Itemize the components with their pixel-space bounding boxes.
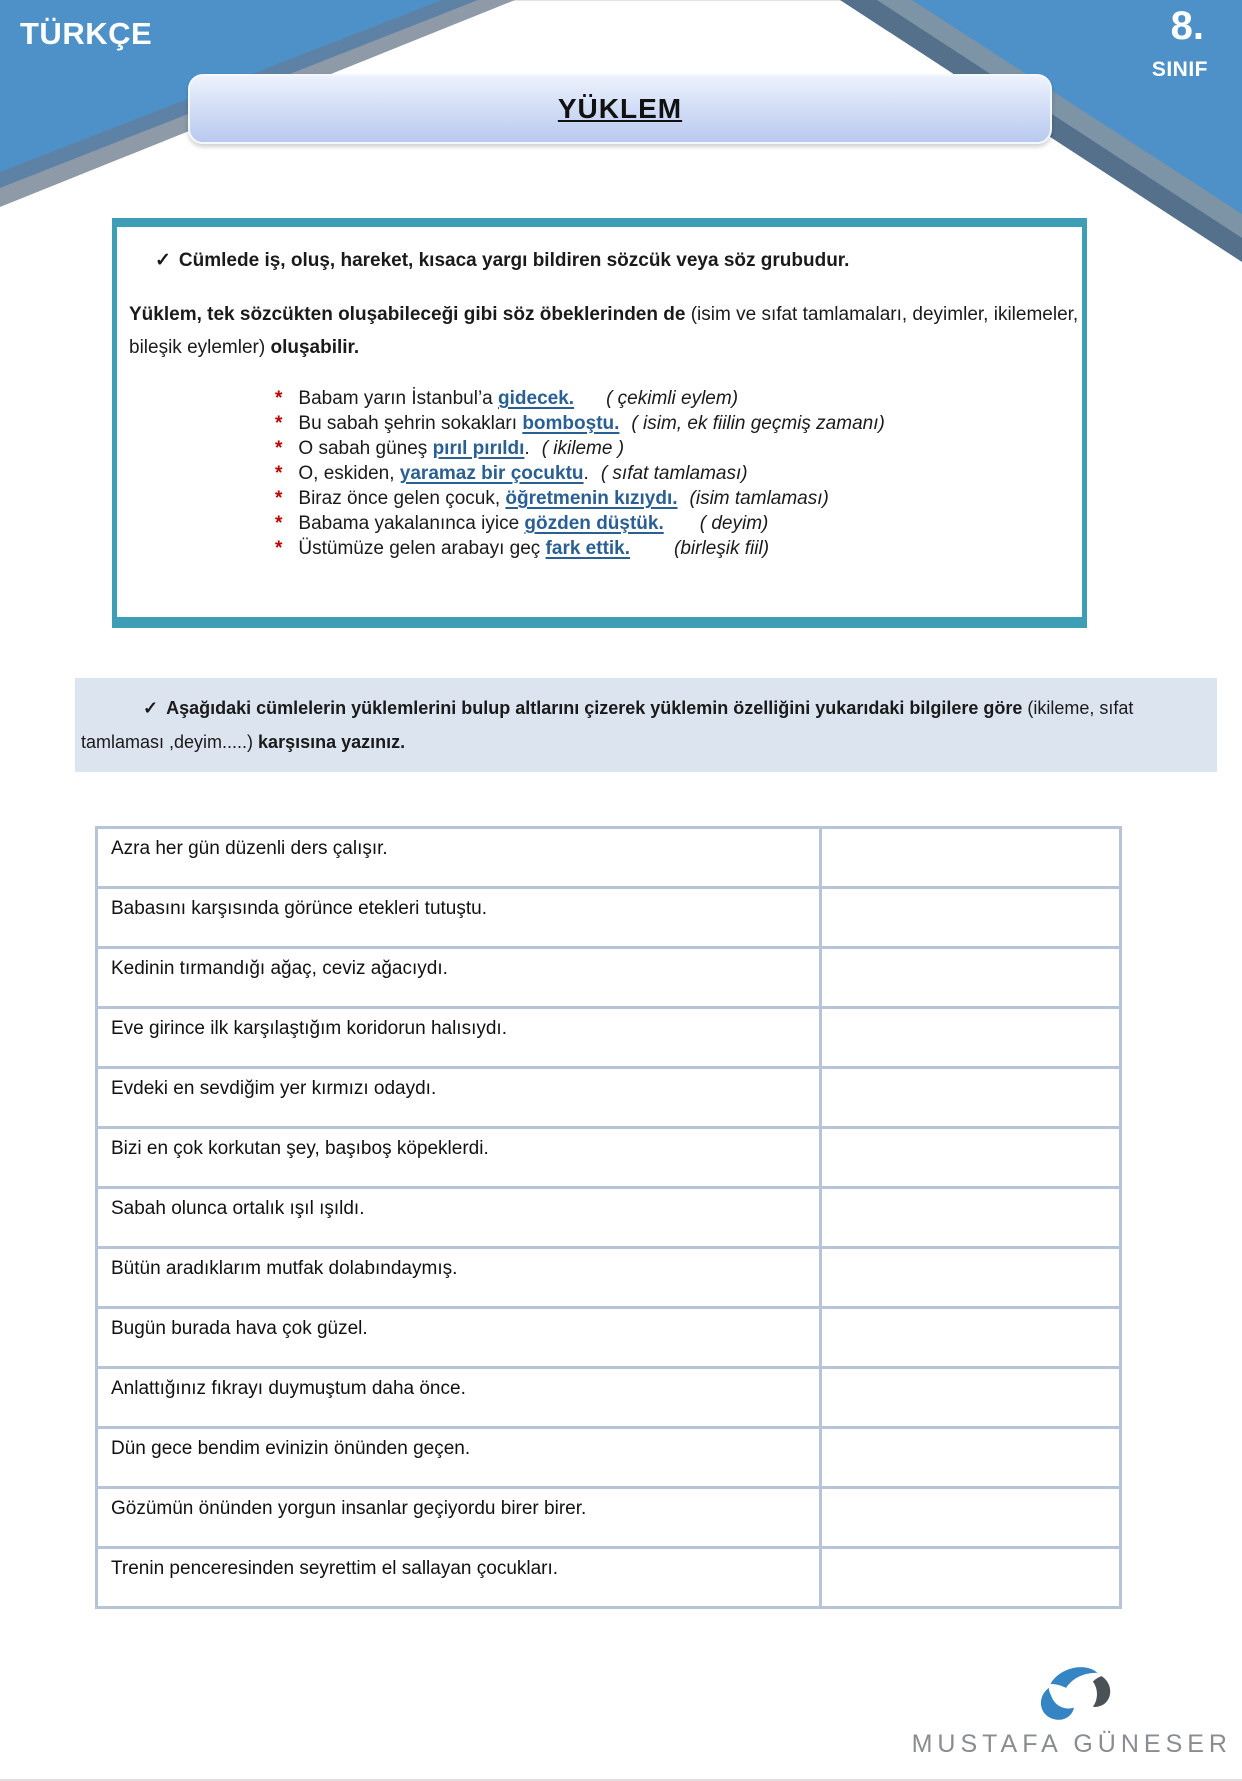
example-sentence: Biraz önce gelen çocuk, <box>298 488 506 509</box>
table-row <box>97 828 1121 888</box>
answer-cell[interactable] <box>821 1548 1121 1608</box>
example-item: * O, eskiden, yaramaz bir çocuktu. ( sıfat tamlaması) <box>275 463 748 484</box>
definition-text: Cümlede iş, oluş, hareket, kısaca yargı bildiren sözcük veya söz grubudur. <box>178 250 850 271</box>
instruction-banner <box>75 678 1217 772</box>
table-row <box>97 1548 1121 1608</box>
sentence-cell: Evdeki en sevdiğim yer kırmızı odaydı. <box>97 1068 821 1128</box>
title-banner <box>188 74 1052 144</box>
asterisk-marker: * <box>275 538 283 559</box>
table-row <box>97 1188 1121 1248</box>
answer-cell[interactable] <box>821 1128 1121 1188</box>
answer-cell[interactable] <box>821 1488 1121 1548</box>
example-item <box>275 411 1082 436</box>
table-row <box>97 888 1121 948</box>
sentence-cell: Sabah olunca ortalık ışıl ışıldı. <box>97 1188 821 1248</box>
example-sentence: O, eskiden, <box>298 463 400 484</box>
table-row <box>97 1008 1121 1068</box>
sentence-cell: Dün gece bendim evinizin önünden geçen. <box>97 1428 821 1488</box>
example-sentence: O sabah güneş <box>298 438 433 459</box>
sentence-cell: Gözümün önünden yorgun insanlar geçiyordu birer birer. <box>97 1488 821 1548</box>
example-list <box>275 386 1082 561</box>
answer-cell[interactable] <box>821 1428 1121 1488</box>
answer-cell[interactable] <box>821 948 1121 1008</box>
example-sentence: Üstümüze gelen arabayı geç <box>298 538 546 559</box>
predicate-underlined: öğretmenin kızıydı. <box>505 488 678 509</box>
table-row <box>97 1308 1121 1368</box>
answer-cell[interactable] <box>821 828 1121 888</box>
sentence-cell: Bugün burada hava çok güzel. <box>97 1308 821 1368</box>
predicate-underlined: fark ettik. <box>545 538 631 559</box>
instruction-bold-first: Aşağıdaki cümlelerin yüklemlerini bulup altlarını çizerek yüklemin özelliğini yukarıdaki bilgilere göre <box>166 698 1023 718</box>
table-row <box>97 1428 1121 1488</box>
predicate-type-note: ( sıfat tamlaması) <box>600 463 748 484</box>
asterisk-marker: * <box>275 388 283 409</box>
answer-cell[interactable] <box>821 1068 1121 1128</box>
asterisk-marker: * <box>275 488 283 509</box>
answer-cell[interactable] <box>821 1248 1121 1308</box>
exercise-table <box>95 826 1122 1609</box>
example-item <box>275 386 1082 411</box>
instruction-bold-last: karşısına yazınız. <box>258 732 406 752</box>
asterisk-marker: * <box>275 413 283 434</box>
grade-label: SINIF <box>1151 58 1208 81</box>
explanation-paragraph <box>117 298 1082 364</box>
example-sentence: Babam yarın İstanbul’a <box>298 388 499 409</box>
page-title: YÜKLEM <box>557 93 683 124</box>
explanation-bold-start: Yüklem, tek sözcükten oluşabileceği gibi söz öbeklerinden de <box>129 304 686 325</box>
answer-cell[interactable] <box>821 1308 1121 1368</box>
table-row <box>97 1368 1121 1428</box>
predicate-type-note: ( ikileme ) <box>541 438 625 459</box>
predicate-underlined: gözden düştük. <box>524 513 664 534</box>
sentence-cell: Trenin penceresinden seyrettim el sallayan çocukları. <box>97 1548 821 1608</box>
example-sentence: Bu sabah şehrin sokakları <box>298 413 523 434</box>
sentence-cell: Azra her gün düzenli ders çalışır. <box>97 828 821 888</box>
instruction-regular: (ikileme, sıfat tamlaması ,deyim.....) <box>81 698 1134 752</box>
sentence-cell: Bütün aradıklarım mutfak dolabındaymış. <box>97 1248 821 1308</box>
explanation-regular: (isim ve sıfat tamlamaları, deyimler, ikilemeler, bileşik eylemler) <box>129 304 1079 358</box>
instruction-text <box>81 691 1203 759</box>
subject-label: TÜRKÇE <box>20 16 153 51</box>
answer-cell[interactable] <box>821 888 1121 948</box>
table-row <box>97 1128 1121 1188</box>
answer-cell[interactable] <box>821 1368 1121 1428</box>
sentence-cell: Bizi en çok korkutan şey, başıboş köpeklerdi. <box>97 1128 821 1188</box>
table-row <box>97 948 1121 1008</box>
example-item: * O sabah güneş pırıl pırıldı. ( ikileme ) <box>275 438 625 459</box>
predicate-type-note: (birleşik fiil) <box>674 538 770 559</box>
definition-line <box>117 249 1082 272</box>
check-icon: ✓ <box>155 250 171 271</box>
table-row <box>97 1248 1121 1308</box>
sentence-cell: Anlattığınız fıkrayı duymuştum daha önce. <box>97 1368 821 1428</box>
table-row <box>97 1068 1121 1128</box>
predicate-underlined: pırıl pırıldı <box>432 438 525 459</box>
brand-name: MUSTAFA GÜNESER <box>911 1730 1232 1758</box>
predicate-type-note: ( deyim) <box>699 513 769 534</box>
definition-box <box>112 218 1087 628</box>
predicate-type-note: ( çekimli eylem) <box>606 388 739 409</box>
asterisk-marker: * <box>275 513 283 534</box>
brand-logo-icon <box>1026 1662 1122 1728</box>
predicate-type-note: ( isim, ek fiilin geçmiş zamanı) <box>631 413 885 434</box>
predicate-underlined: gidecek. <box>498 388 575 409</box>
example-item <box>275 511 1082 536</box>
predicate-underlined: bomboştu. <box>522 413 620 434</box>
check-icon: ✓ <box>143 698 159 718</box>
sentence-cell: Kedinin tırmandığı ağaç, ceviz ağacıydı. <box>97 948 821 1008</box>
asterisk-marker: * <box>275 463 283 484</box>
asterisk-marker: * <box>275 438 283 459</box>
example-item <box>275 536 1082 561</box>
explanation-bold-end: oluşabilir. <box>270 337 360 358</box>
predicate-underlined: yaramaz bir çocuktu <box>399 463 584 484</box>
table-row <box>97 1488 1121 1548</box>
sentence-cell: Babasını karşısında görünce etekleri tutuştu. <box>97 888 821 948</box>
brand-footer <box>892 1662 1232 1759</box>
example-item <box>275 486 1082 511</box>
grade-number: 8. <box>1170 4 1204 48</box>
answer-cell[interactable] <box>821 1008 1121 1068</box>
sentence-cell: Eve girince ilk karşılaştığım koridorun halısıydı. <box>97 1008 821 1068</box>
predicate-type-note: (isim tamlaması) <box>689 488 829 509</box>
example-sentence: Babama yakalanınca iyice <box>298 513 525 534</box>
answer-cell[interactable] <box>821 1188 1121 1248</box>
